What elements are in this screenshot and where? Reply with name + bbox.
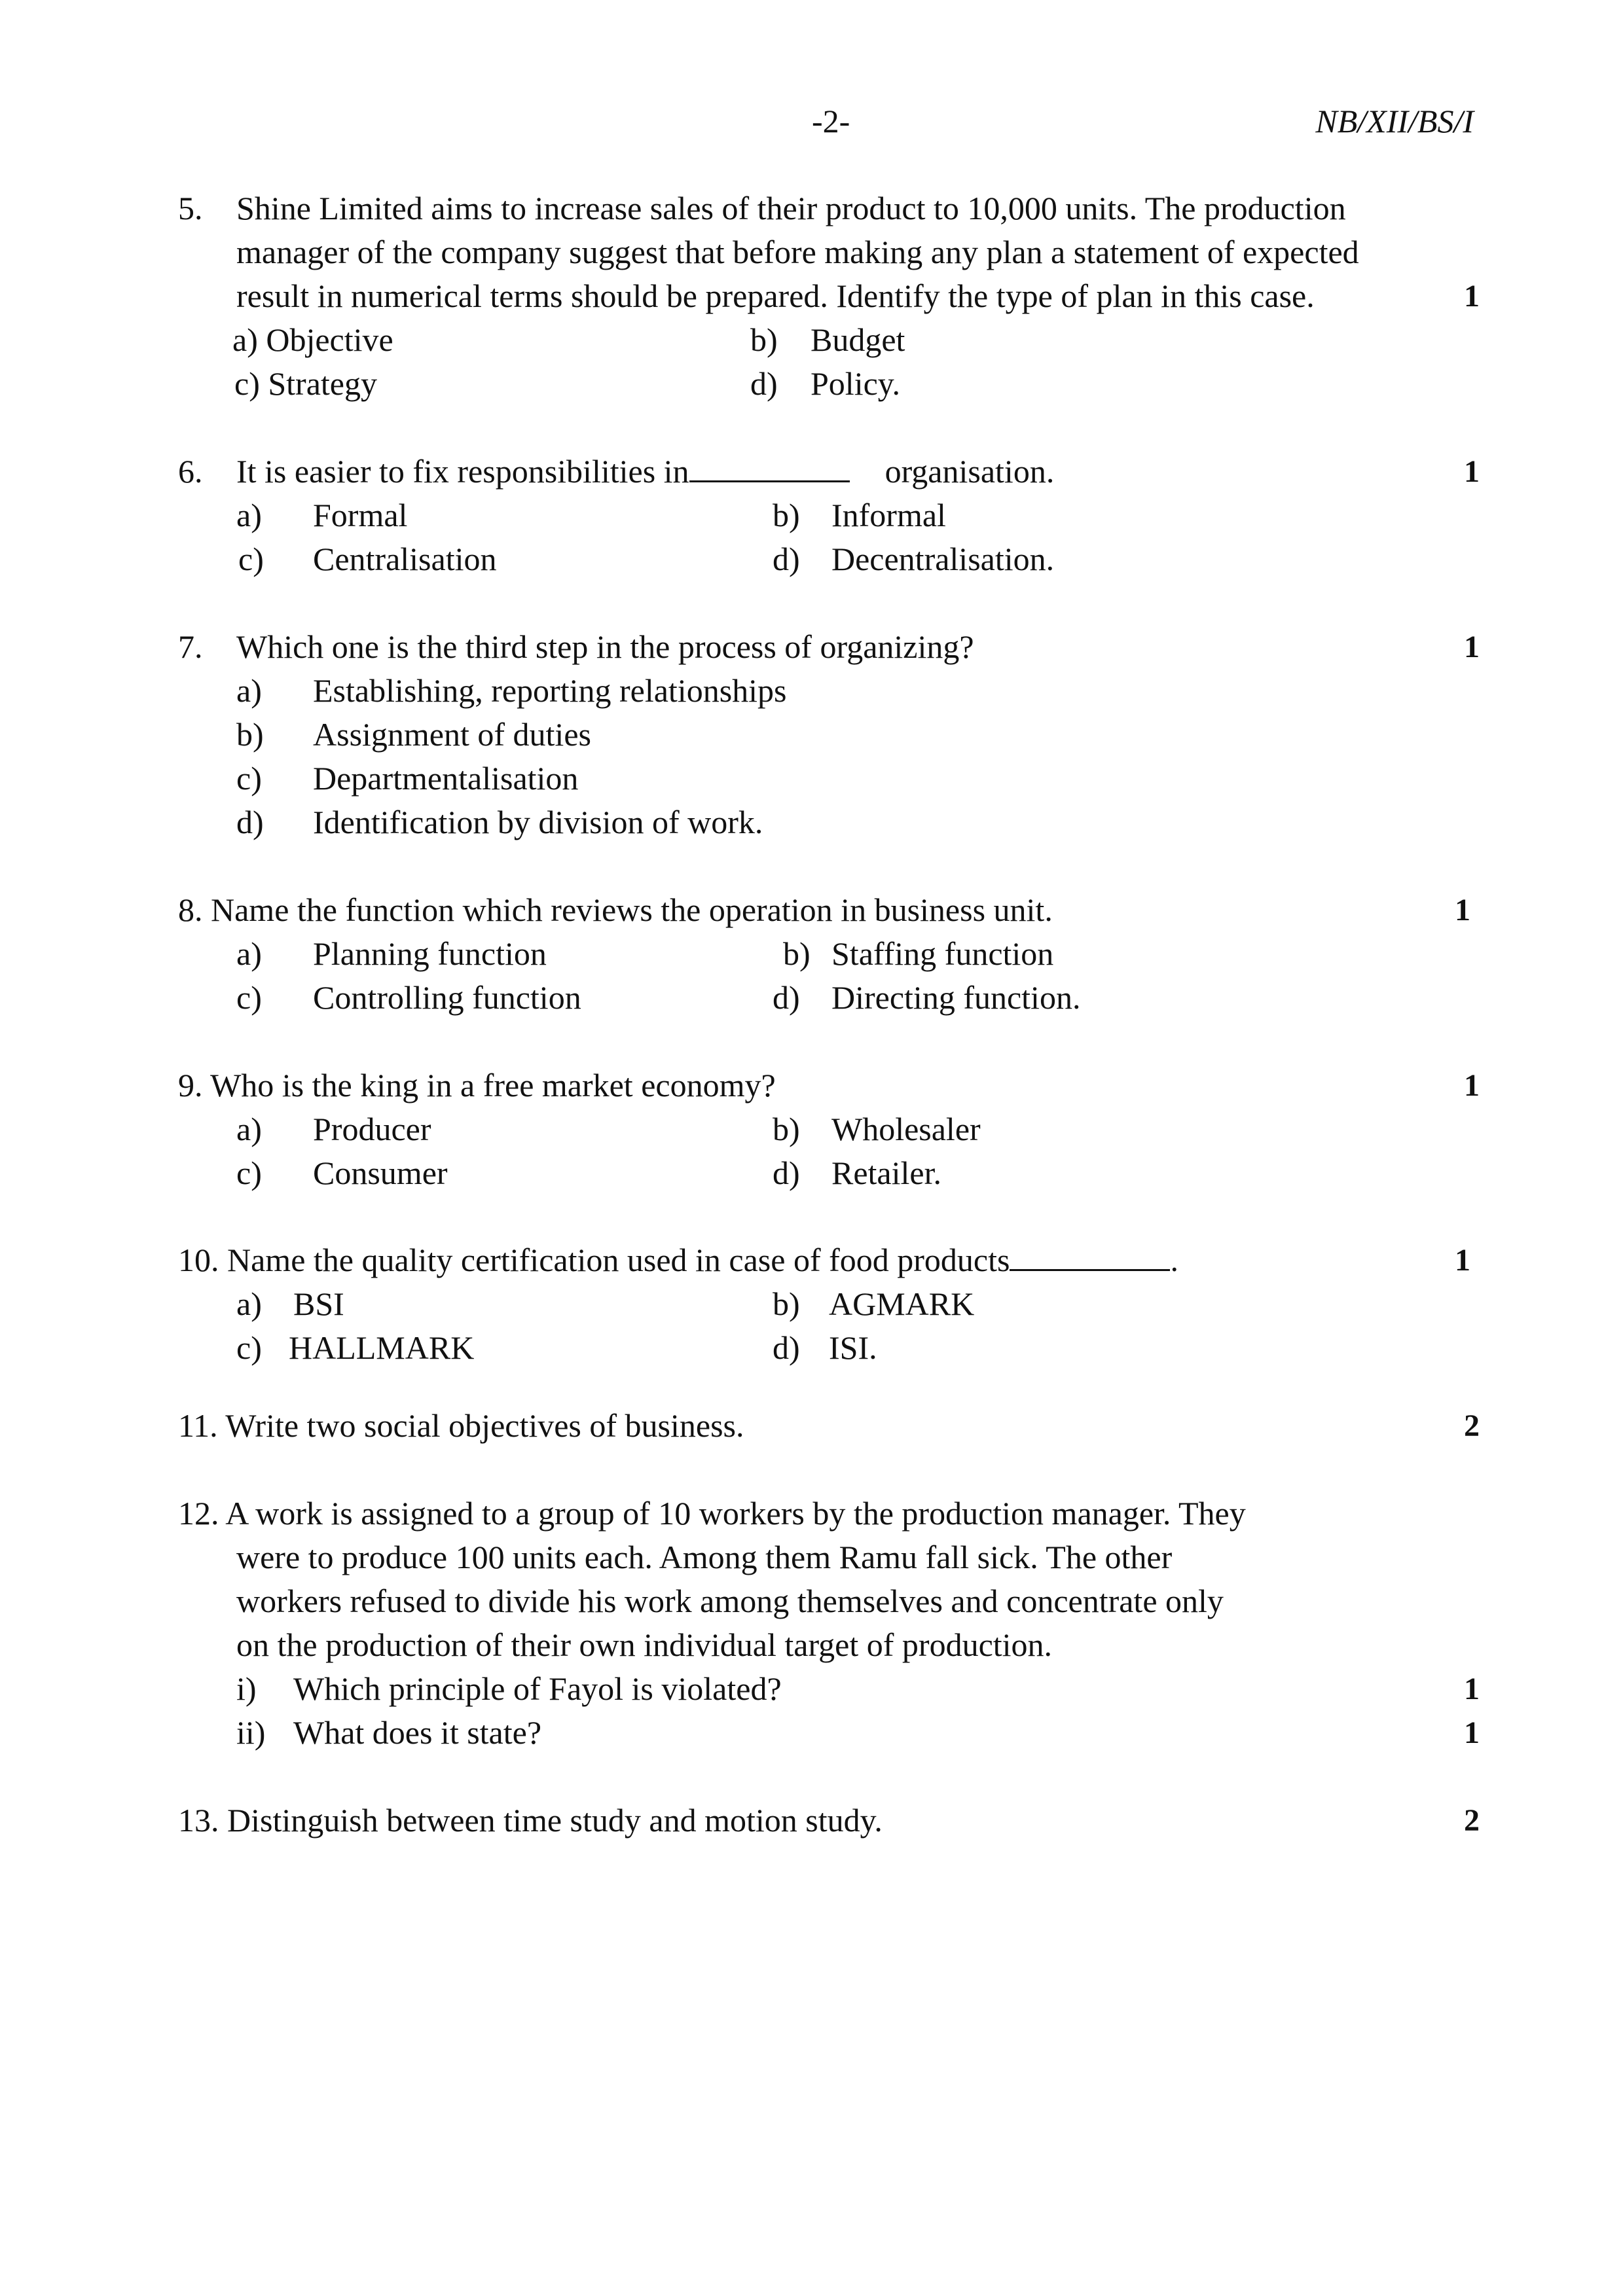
option-b-label: b) (773, 1111, 800, 1147)
option-d-label: d) (773, 541, 800, 577)
marks: 1 (1464, 1672, 1480, 1706)
option-b-label: b) (773, 497, 800, 533)
option-a-label: a) (236, 935, 262, 972)
question-text-end: . (1170, 1242, 1178, 1278)
question-text: Which one is the third step in the process of organizing? (236, 628, 974, 665)
option-c: Consumer (313, 1155, 448, 1191)
option-c: HALLMARK (289, 1329, 475, 1366)
question-text (236, 455, 1054, 488)
option-b-label: b) (236, 716, 264, 753)
question-text-line: 12. A work is assigned to a group of 10 workers by the production manager. They (178, 1495, 1246, 1532)
option-b: Assignment of duties (313, 716, 591, 753)
option-d: Policy. (811, 365, 901, 402)
option-c-label: c) (238, 541, 264, 577)
option-a-label: a) (236, 1285, 262, 1322)
marks: 1 (1464, 630, 1480, 664)
option-d-label: d) (773, 979, 800, 1016)
option-a: Establishing, reporting relationships (313, 672, 787, 709)
option-c-label: c) (236, 1155, 262, 1191)
option-c: Controlling function (313, 979, 581, 1016)
option-c-label: c) (236, 1329, 262, 1366)
option-d-label: d) (750, 365, 778, 402)
option-c-label: c) (236, 760, 262, 797)
option-d: ISI. (829, 1329, 877, 1366)
question-text-after: organisation. (884, 453, 1055, 490)
sub-question-text: What does it state? (293, 1714, 542, 1751)
question-text-line: result in numerical terms should be prepared. Identify the type of plan in this case. (236, 278, 1315, 314)
option-d: Directing function. (831, 979, 1081, 1016)
question-number: 7. (178, 628, 203, 665)
question-text-line: on the production of their own individual target of production. (236, 1626, 1053, 1663)
paper-code: NB/XII/BS/I (1315, 103, 1474, 139)
question-text-line: Shine Limited aims to increase sales of their product to 10,000 units. The production (236, 190, 1346, 226)
option-d: Retailer. (831, 1155, 941, 1191)
sub-question-text: Which principle of Fayol is violated? (293, 1670, 782, 1707)
option-b: Informal (831, 497, 946, 533)
option-d-label: d) (773, 1155, 800, 1191)
page-number: -2- (812, 103, 850, 139)
marks: 1 (1464, 454, 1480, 489)
option-a: Producer (313, 1111, 431, 1147)
marks: 1 (1464, 1068, 1480, 1103)
question-text (178, 1244, 1178, 1276)
option-b: Wholesaler (831, 1111, 981, 1147)
option-d: Decentralisation. (831, 541, 1055, 577)
question-text-main: 10. Name the quality certification used in case of food products (178, 1242, 1010, 1278)
option-b: Staffing function (831, 935, 1054, 972)
option-d-label: d) (236, 804, 264, 840)
question-text: 13. Distinguish between time study and motion study. (178, 1802, 883, 1839)
option-d: Identification by division of work. (313, 804, 763, 840)
option-a: Planning function (313, 935, 547, 972)
option-b-label: b) (773, 1285, 800, 1322)
marks: 1 (1464, 279, 1480, 314)
answer-blank (1010, 1268, 1170, 1271)
answer-blank (689, 480, 850, 482)
marks: 1 (1455, 893, 1470, 927)
option-b-label: b) (750, 321, 778, 358)
question-number: 5. (178, 190, 203, 226)
marks: 1 (1455, 1243, 1470, 1278)
question-text-line: workers refused to divide his work among themselves and concentrate only (236, 1583, 1224, 1619)
question-text-line: were to produce 100 units each. Among them Ramu fall sick. The other (236, 1539, 1173, 1575)
option-b: Budget (811, 321, 905, 358)
question-text: 11. Write two social objectives of business. (178, 1407, 744, 1444)
sub-question-label: ii) (236, 1714, 266, 1751)
question-text: 9. Who is the king in a free market economy? (178, 1067, 776, 1103)
option-a-label: a) (236, 497, 262, 533)
option-b: AGMARK (829, 1285, 975, 1322)
option-a-label: a) (236, 672, 262, 709)
option-c: Departmentalisation (313, 760, 579, 797)
option-c: Centralisation (313, 541, 497, 577)
marks: 1 (1464, 1715, 1480, 1750)
marks: 2 (1464, 1408, 1480, 1443)
marks: 2 (1464, 1803, 1480, 1838)
option-a: a) Objective (232, 321, 393, 358)
option-a: Formal (313, 497, 408, 533)
sub-question-label: i) (236, 1670, 257, 1707)
option-a-label: a) (236, 1111, 262, 1147)
question-text: 8. Name the function which reviews the operation in business unit. (178, 891, 1053, 928)
question-text-line: manager of the company suggest that before making any plan a statement of expected (236, 234, 1359, 270)
option-c-label: c) (236, 979, 262, 1016)
option-b-label: b) (783, 935, 811, 972)
option-c: c) Strategy (234, 365, 377, 402)
question-text-before: It is easier to fix responsibilities in (236, 453, 689, 490)
question-number: 6. (178, 453, 203, 490)
option-a: BSI (293, 1285, 344, 1322)
option-d-label: d) (773, 1329, 800, 1366)
